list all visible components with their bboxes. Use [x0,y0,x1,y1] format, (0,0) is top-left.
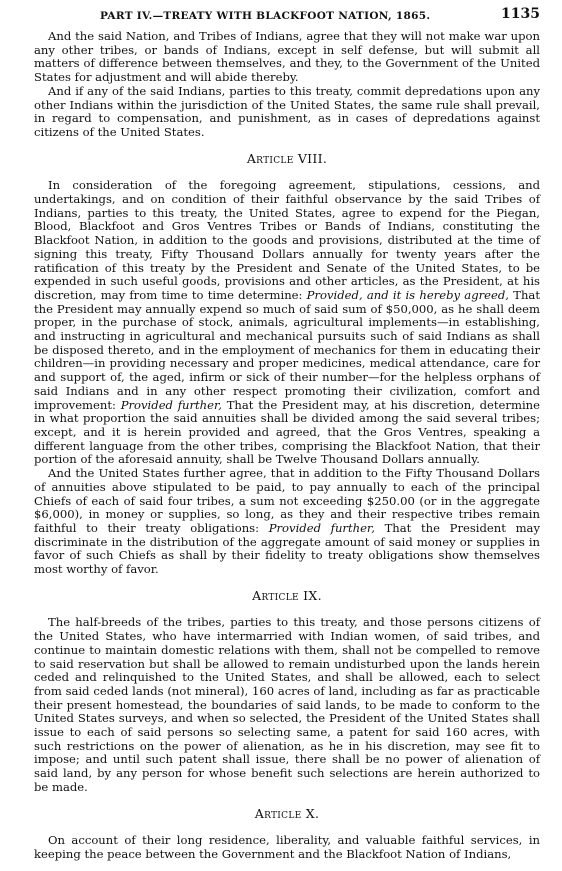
page-number: 1135 [501,6,540,22]
article-heading-ix: Article IX. [252,587,322,603]
page-header [34,8,540,30]
proviso-italic: Provided further, [268,520,375,535]
paragraph-article-x-services: On account of their long residence, liberality, and valuable faithful services, in keeping the peace between the Government and the Blackfoot Nation of Indians, [34,833,540,861]
proviso-italic: Provided further, [120,397,222,412]
paragraph-war-agreement: And the said Nation, and Tribes of Indians, agree that they will not make war upon any other tribes, or bands of Indians, except in self defense, but will submit all matters of difference between themselves, and they, to the Government of the United States for adjustment and will abide thereby. [34,29,540,85]
text-segment: That the President may annually expend so much of said sum of $50,000, as he shall deem proper, in the purchase of stock, animals, agricultural implements—in establishing, and instructing in agricultural and mechanical pursuits such of said Indians as shall be disposed thereto, and in the employment of mechanics for them in educating their children—in providing necessary and proper medicines, medical attendance, care for and support of, the aged, infirm or sick of their number—for the helpless orphans of said Indians and in any other respect promoting their civilization, comfort and improvement: [34,287,541,412]
text-segment: That the President may, at his discretion, determine in what proportion the said annuities shall be divided among the said several tribes; except, and it is herein provided and agreed, that the Gros Ventres, speaking a different language from the other tribes, comprising the Blackfoot Nation, that their portion of the aforesaid annuity, shall be Twelve Thousand Dollars annually. [34,397,540,467]
article-heading-x: Article X. [254,805,320,821]
paragraph-article-viii-chiefs [34,467,540,577]
text-segment: That the President may discriminate in the distribution of the aggregate amount of said money or supplies in favor of such Chiefs as shall by their fidelity to treaty obligations show themselves most worthy of favor. [34,520,541,577]
paragraph-article-viii-annuities [34,179,540,467]
proviso-italic: Provided, and it is hereby agreed, [306,287,509,302]
document-page [34,8,540,862]
paragraph-depredations: And if any of the said Indians, parties to this treaty, commit depredations upon any other Indians within the jurisdiction of the United States, the same rule shall prevail, in regard to compensation, and punishment, as in cases of depredations against citizens of the United States. [34,83,540,139]
article-heading-viii: Article VIII. [246,150,328,166]
text-segment: In consideration of the foregoing agreement, stipulations, cessions, and undertakings, and on condition of their faithful observance by the said Tribes of Indians, parties to this treaty, the United States, agree to expend for the Piegan, Blood, Blackfoot and Gros Ventres Tribes or Bands of Indians, constituting the Blackfoot Nation, in addition to the goods and provisions, distributed at the time of signing this treaty, Fifty Thousand Dollars annually for twenty years after the ratification of this treaty by the President and Senate of the United States, to be expended in such useful goods, provisions and other articles, as the President, at his discretion, may from time to time determine: [34,178,540,302]
text-segment: And the United States further agree, that in addition to the Fifty Thousand Dollars of annuities above stipulated to be paid, to pay annually to each of the principal Chiefs of each of said four tribes, a sum not exceeding $250.00 (or in the aggregate $6,000), in money or supplies, so long, as they and their respective tribes remain faithful to their treaty obligations: [34,466,540,535]
paragraph-article-ix-half-breeds: The half-breeds of the tribes, parties to this treaty, and those persons citizens of the United States, who have intermarried with Indian women, of said tribes, and continue to maintain domestic relations with them, shall not be compelled to remove to said reservation but shall be allowed to remain undisturbed upon the lands herein ceded and relinquished to the United States, and shall be allowed, each to select from said ceded lands (not mineral), 160 acres of land, including as far as practicable their present homestead, the boundaries of said lands, to be made to conform to the United States surveys, and when so selected, the President of the United States shall issue to each of said persons so selecting same, a patent for said 160 acres, with such restrictions on the power of alienation, as he in his discretion, may see fit to impose; and until such patent shall issue, there shall be no power of alienation of said land, by any person for whose benefit such selections are herein authorized to be made. [34,615,540,794]
running-title: PART IV.—TREATY WITH BLACKFOOT NATION, 1865. [100,10,431,22]
